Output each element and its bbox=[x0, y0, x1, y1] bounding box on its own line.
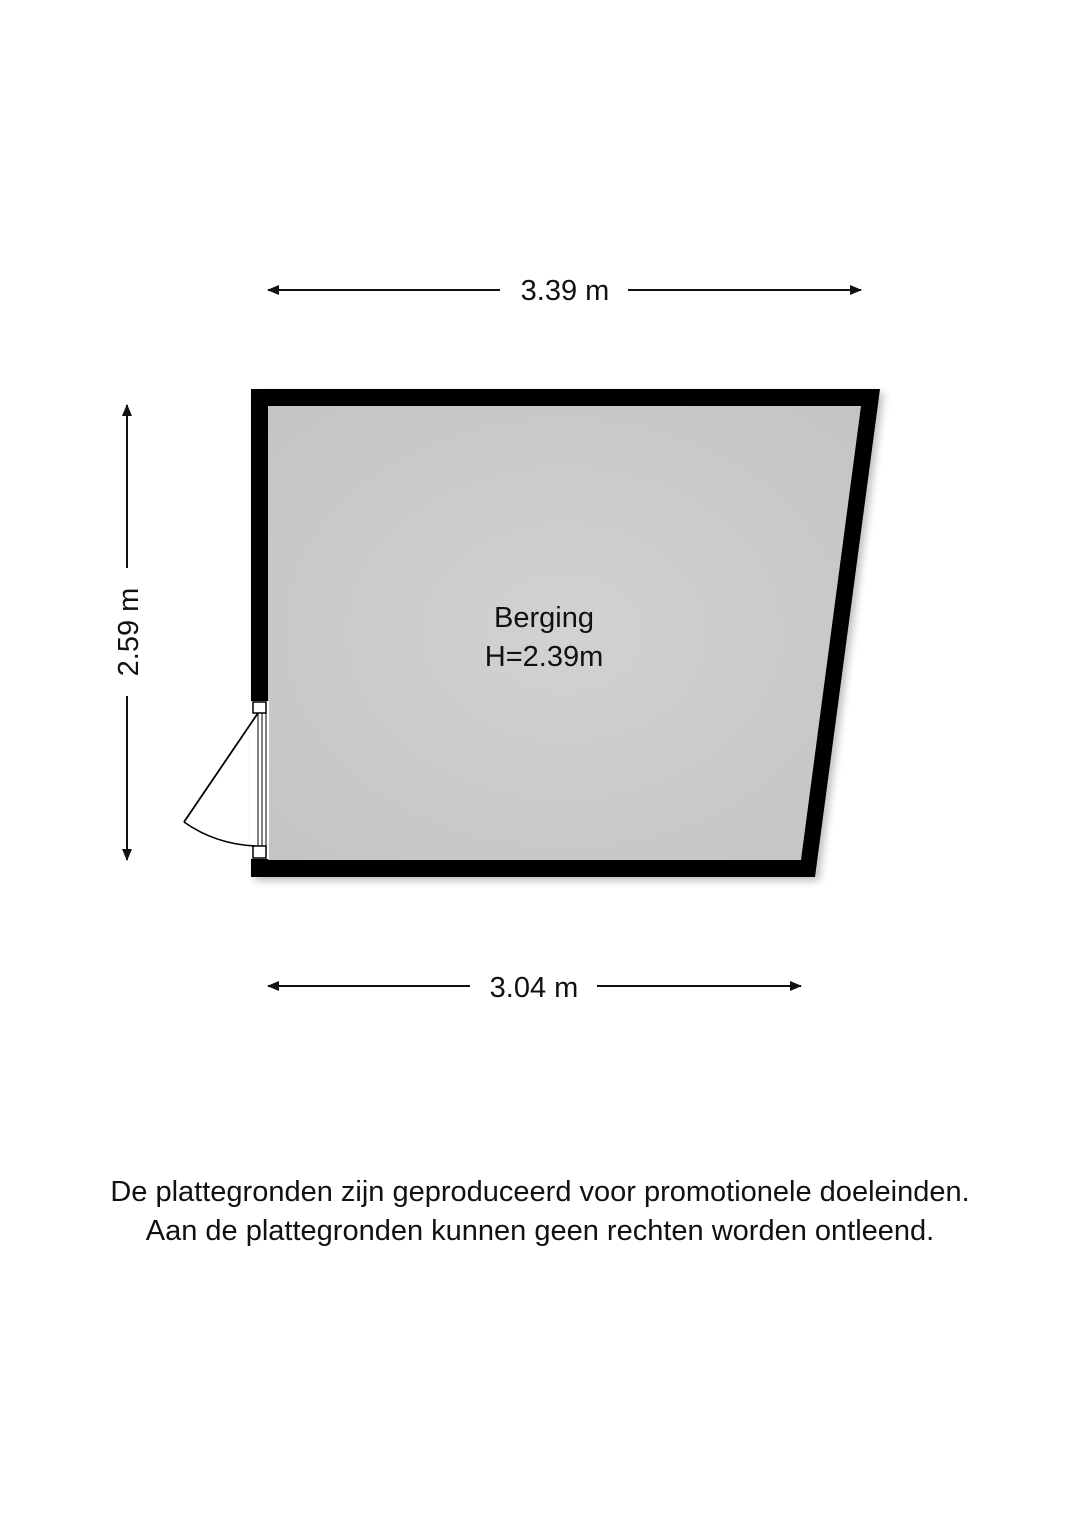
dimension-bottom bbox=[268, 972, 801, 1004]
door-leaf bbox=[184, 713, 258, 822]
room-height: H=2.39m bbox=[484, 641, 604, 673]
dimension-bottom-label: 3.04 m bbox=[489, 972, 579, 1004]
room-berging bbox=[184, 389, 884, 881]
dimension-left-label: 2.59 m bbox=[113, 587, 145, 677]
door-swing-arc bbox=[184, 822, 255, 846]
door bbox=[184, 701, 269, 859]
room-name: Berging bbox=[494, 602, 594, 634]
dimension-top bbox=[268, 275, 861, 307]
dimension-top-label: 3.39 m bbox=[520, 275, 610, 307]
dimension-left bbox=[113, 405, 145, 860]
disclaimer bbox=[0, 1173, 1080, 1251]
disclaimer-line-1: De plattegronden zijn geproduceerd voor promotionele doeleinden. bbox=[110, 1176, 970, 1208]
disclaimer-line-2: Aan de plattegronden kunnen geen rechten worden ontleend. bbox=[145, 1215, 935, 1247]
